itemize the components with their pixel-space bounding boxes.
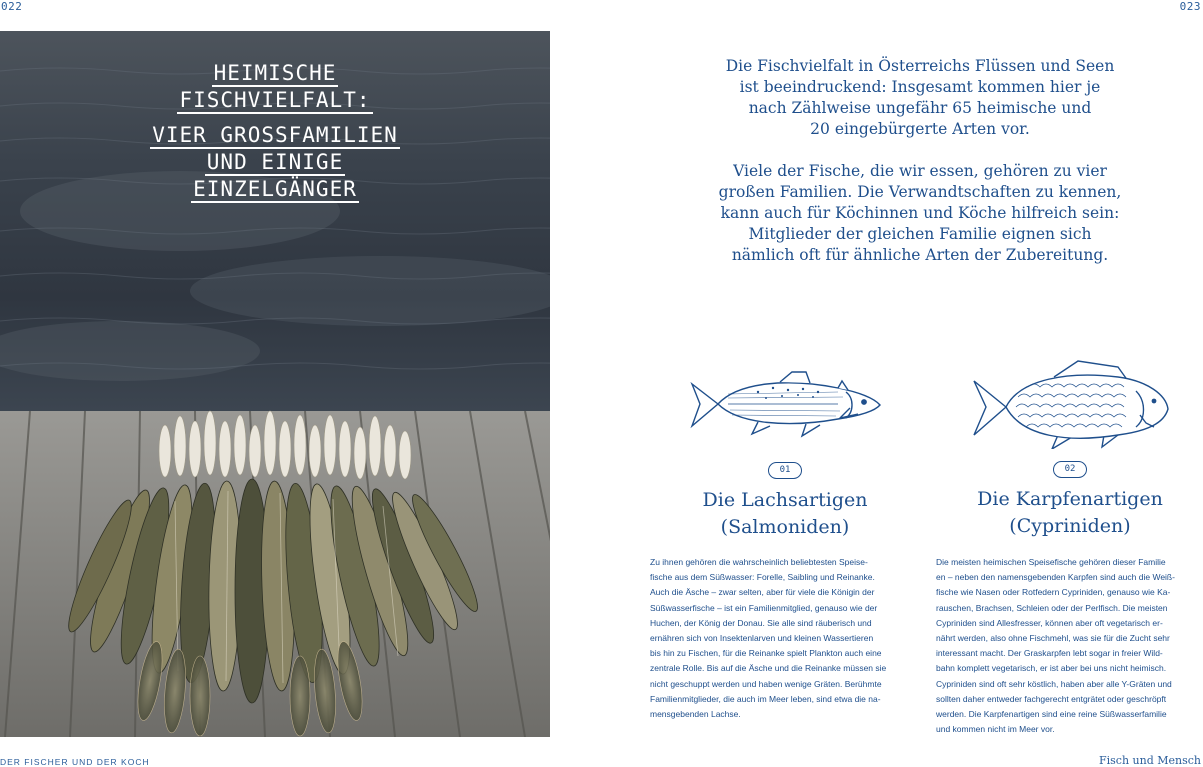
body-line: en – neben den namensgebenden Karpfen sind auch die Weiß- (936, 572, 1175, 583)
footer-book-title: DER FISCHER UND DER KOCH (0, 757, 150, 767)
body-line: nicht geschuppt werden und haben wenige Gräten. Berühmte (650, 678, 882, 689)
body-line: fische wie Nasen oder Rotfedern Cypriniden, genauso wie Ka- (936, 587, 1171, 598)
headline (0, 60, 550, 203)
body-line: Die meisten heimischen Speisefische gehören dieser Familie (936, 557, 1166, 567)
body-line: interessant macht. Der Graskarpfen lebt sogar in freier Wild- (936, 648, 1163, 659)
body-line: sollten daher entweder fachgerecht entgrätet oder geschröpft (936, 693, 1167, 704)
page-number-left: 022 (1, 0, 23, 13)
headline-line: EINZELGÄNGER (193, 177, 357, 201)
family-title-cyprinids (960, 486, 1180, 540)
intro-line: kann auch für Köchinnen und Köche hilfreich sein: (720, 204, 1120, 222)
body-line: bahn komplett vegetarisch, er ist aber bei uns nicht heimisch. (936, 663, 1167, 674)
intro-line: Viele der Fische, die wir essen, gehören zu vier (733, 162, 1107, 180)
intro-paragraph-1 (700, 56, 1140, 140)
family-subtitle: (Cypriniden) (1009, 515, 1131, 537)
body-line: bis hin zu Fischen, für die Reinanke spielt Plankton auch eine (650, 648, 882, 659)
headline-line: FISCHVIELFALT: (179, 88, 371, 112)
intro-line: nämlich oft für ähnliche Arten der Zubereitung. (731, 246, 1109, 264)
headline-line: HEIMISCHE (213, 61, 337, 85)
intro-line: großen Familien. Die Verwandtschaften zu kennen, (718, 183, 1122, 201)
headline-line: VIER GROSSFAMILIEN (152, 123, 398, 147)
body-line: fische aus dem Süßwasser: Forelle, Saibling und Reinanke. (650, 572, 875, 583)
family-subtitle: (Salmoniden) (720, 516, 850, 538)
body-line: nährt werden, also ohne Fischmehl, was sie für die Zucht sehr (936, 633, 1170, 644)
body-line: ernähren sich von Insektenlarven und kleinen Wassertieren (650, 633, 874, 644)
headline-line: UND EINIGE (206, 150, 344, 174)
intro-line: Die Fischvielfalt in Österreichs Flüssen und Seen (725, 57, 1115, 75)
body-line: rauschen, Brachsen, Schleien oder der Perlfisch. Die meisten (936, 602, 1168, 613)
intro-line: nach Zählweise ungefähr 65 heimische und (748, 99, 1092, 117)
intro-paragraph-2 (700, 161, 1140, 266)
body-line: Zu ihnen gehören die wahrscheinlich beliebtesten Speise- (650, 557, 868, 567)
family-title: Die Karpfenartigen (977, 488, 1163, 510)
intro-text (700, 56, 1140, 287)
body-line: zentrale Rolle. Bis auf die Äsche und die Reinanke müssen sie (650, 663, 887, 674)
intro-line: ist beeindruckend: Insgesamt kommen hier je (739, 78, 1101, 96)
intro-line: Mitglieder der gleichen Familie eignen sich (748, 225, 1092, 243)
body-line: mensgebenden Lachse. (650, 709, 741, 720)
body-line: Cypriniden sind Allesfresser, können aber oft vegetarisch er- (936, 617, 1163, 628)
salmon-icon (688, 368, 883, 445)
family-body-salmonids (650, 555, 912, 722)
family-title: Die Lachsartigen (702, 489, 868, 511)
family-title-salmonids (680, 487, 890, 541)
body-line: werden. Die Karpfenartigen sind eine reine Süßwasserfamilie (936, 709, 1167, 720)
body-line: Familienmitglieder, die auch im Meer leben, sind etwa die na- (650, 693, 881, 704)
body-line: Huchen, der König der Donau. Sie alle sind räuberisch und (650, 617, 872, 628)
page-number-right: 023 (1179, 0, 1201, 13)
family-number-badge: 01 (768, 462, 802, 479)
intro-line: 20 eingebürgerte Arten vor. (810, 120, 1030, 138)
family-number-badge: 02 (1053, 461, 1087, 478)
body-line: Süßwasserfische – ist ein Familienmitglied, genauso wie der (650, 602, 878, 613)
body-line: Cypriniden sind oft sehr köstlich, haben aber alle Y-Gräten und (936, 678, 1172, 689)
footer-chapter-title: Fisch und Mensch (1099, 754, 1201, 767)
family-body-cyprinids (936, 555, 1200, 737)
carp-icon (968, 357, 1178, 454)
body-line: und kommen nicht im Meer vor. (936, 724, 1055, 735)
body-line: Auch die Äsche – zwar selten, aber für viele die Königin der (650, 587, 875, 598)
